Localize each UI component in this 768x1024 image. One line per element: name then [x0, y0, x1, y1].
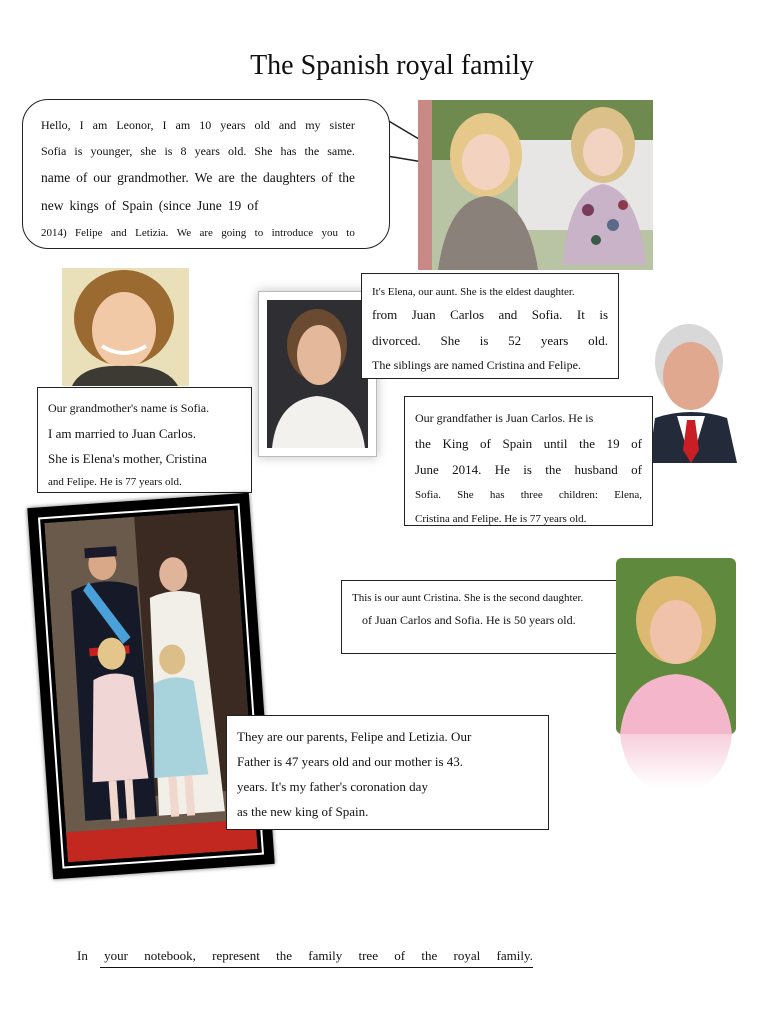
word: grandmother.	[117, 170, 189, 185]
parents-line-4: as the new king of Spain.	[237, 804, 369, 819]
word: new	[41, 198, 64, 213]
word: 2014.	[452, 462, 482, 477]
word: your	[104, 948, 128, 963]
word: Our grandfather is Juan Carlos. He is	[415, 411, 594, 425]
photo-aunt-elena	[267, 300, 368, 448]
word: She	[254, 144, 273, 158]
word: to	[346, 227, 355, 239]
elena-text-box	[361, 273, 619, 379]
footer-instruction	[77, 948, 533, 964]
bubble-line-4	[41, 194, 355, 218]
word: Sofia.	[531, 307, 563, 322]
word: June	[197, 198, 222, 213]
cristina-line-2: of Juan Carlos and Sofia. He is 50 years old.	[362, 613, 576, 627]
grandmother-line-3: She is Elena's mother, Cristina	[48, 451, 207, 466]
word: In	[77, 948, 88, 963]
word: the	[421, 948, 438, 963]
page-title: The Spanish royal family	[250, 50, 534, 81]
word: three	[520, 489, 543, 501]
word: husband	[574, 462, 618, 477]
word: Elena,	[614, 489, 642, 501]
word: are	[218, 170, 235, 185]
grandmother-text-box	[37, 387, 252, 493]
word: kings	[69, 198, 99, 213]
word: family.	[496, 948, 533, 963]
grandfather-line-2	[415, 431, 642, 457]
word: you	[321, 227, 338, 239]
photo-grandfather-juan-carlos	[645, 318, 743, 463]
word: of	[480, 436, 491, 451]
word: from	[372, 307, 398, 322]
word: the	[240, 170, 258, 185]
word: and	[278, 118, 297, 132]
grandmother-line-1: Our grandmother's name is Sofia.	[48, 401, 210, 415]
parents-line-1: They are our parents, Felipe and Letizia. Our	[237, 729, 472, 744]
word: of	[247, 198, 259, 213]
word: notebook,	[144, 948, 196, 963]
word: am	[175, 118, 191, 132]
bubble-line-3	[41, 166, 355, 190]
elena-line-1	[372, 282, 608, 302]
word: Letizia.	[135, 227, 169, 239]
word: is	[164, 144, 173, 158]
word: of	[631, 436, 642, 451]
word: and	[498, 307, 518, 322]
parents-line-2: Father is 47 years old and our mother is 43.	[237, 754, 464, 769]
word: is	[479, 333, 489, 348]
word: 19	[227, 198, 242, 213]
elena-line-4	[372, 354, 608, 376]
word: she	[140, 144, 157, 158]
word: until	[543, 436, 568, 451]
word: 52	[508, 333, 522, 348]
grandfather-text-box	[404, 396, 653, 526]
grandmother-line-4: and Felipe. He is 77 years old.	[48, 476, 182, 488]
word: I	[162, 118, 167, 132]
photo-frame-elena	[258, 291, 377, 457]
word: our	[93, 170, 112, 185]
word: same.	[327, 144, 355, 158]
grandfather-line-1	[415, 405, 642, 431]
word: old.	[227, 144, 247, 158]
word: the	[579, 436, 595, 451]
word: Spain	[502, 436, 533, 451]
word: the	[545, 462, 562, 477]
cristina-line-1: This is our aunt Cristina. She is the second daughter.	[352, 592, 584, 604]
elena-line-3	[372, 328, 608, 354]
word: It	[576, 307, 585, 322]
word: is	[523, 462, 532, 477]
grandfather-line-3	[415, 457, 642, 483]
word: and	[110, 227, 127, 239]
word: years	[194, 144, 220, 158]
word: the	[338, 170, 355, 185]
word: years	[220, 118, 246, 132]
word: introduce	[271, 227, 314, 239]
word: of	[631, 462, 642, 477]
word: I	[79, 118, 84, 132]
word: Spain	[122, 198, 153, 213]
word: 10	[199, 118, 212, 132]
word: the	[415, 436, 431, 451]
word: We	[194, 170, 213, 185]
photo-grandmother-sofia	[62, 268, 189, 386]
bubble-line-1	[41, 114, 355, 136]
word: of	[104, 198, 117, 213]
word: 8	[180, 144, 187, 158]
word: Sofia	[41, 144, 67, 158]
word: Juan	[411, 307, 436, 322]
word: 2014)	[41, 227, 67, 239]
word: He	[494, 462, 510, 477]
word: old.	[588, 333, 608, 348]
word: King	[442, 436, 469, 451]
word: Sofia.	[415, 489, 441, 501]
word: to	[254, 227, 264, 239]
word: the	[276, 948, 292, 963]
word: are	[199, 227, 213, 239]
word: royal	[453, 948, 481, 963]
word: She	[440, 333, 460, 348]
word: is	[74, 144, 83, 158]
word: my	[305, 118, 321, 132]
word: It's Elena, our aunt. She is the eldest daughter.	[372, 286, 575, 298]
word: name	[41, 170, 71, 185]
word: Carlos	[450, 307, 485, 322]
word: younger,	[90, 144, 133, 158]
word: children:	[558, 489, 598, 501]
word: sister	[329, 118, 355, 132]
word: Felipe	[75, 227, 103, 239]
word: The siblings are named Cristina and Felipe.	[372, 358, 581, 372]
word: tree	[358, 948, 378, 963]
parents-line-3: years. It's my father's coronation day	[237, 779, 428, 794]
word: has	[280, 144, 297, 158]
photo-aunt-cristina	[616, 558, 736, 788]
grandmother-line-2: I am married to Juan Carlos.	[48, 426, 197, 441]
word: Hello,	[41, 118, 71, 132]
elena-line-2	[372, 302, 608, 328]
grandfather-line-5	[415, 507, 642, 531]
parents-text-box	[226, 715, 549, 830]
bubble-line-5	[41, 222, 355, 244]
photo-leonor-and-sofia	[418, 100, 653, 270]
word: family	[308, 948, 343, 963]
cristina-text-box	[341, 580, 624, 654]
word: of	[321, 170, 333, 185]
word: represent	[212, 948, 260, 963]
word: am	[92, 118, 108, 132]
word: has	[489, 489, 505, 501]
word: divorced.	[372, 333, 421, 348]
footer-underline	[100, 967, 533, 968]
grandfather-line-4	[415, 483, 642, 507]
word: of	[76, 170, 88, 185]
word: She	[457, 489, 474, 501]
word: the	[304, 144, 320, 158]
word: going	[221, 227, 247, 239]
word: daughters	[262, 170, 316, 185]
word: We	[176, 227, 192, 239]
word: Leonor,	[116, 118, 154, 132]
bubble-line-2	[41, 140, 355, 162]
word: June	[415, 462, 439, 477]
word: Cristina and Felipe. He is 77 years old.	[415, 513, 587, 525]
speech-bubble	[22, 99, 390, 249]
word: years	[540, 333, 569, 348]
word: (since	[158, 198, 192, 213]
word: of	[394, 948, 406, 963]
word: 19	[606, 436, 620, 451]
word: is	[599, 307, 608, 322]
word: old	[254, 118, 270, 132]
